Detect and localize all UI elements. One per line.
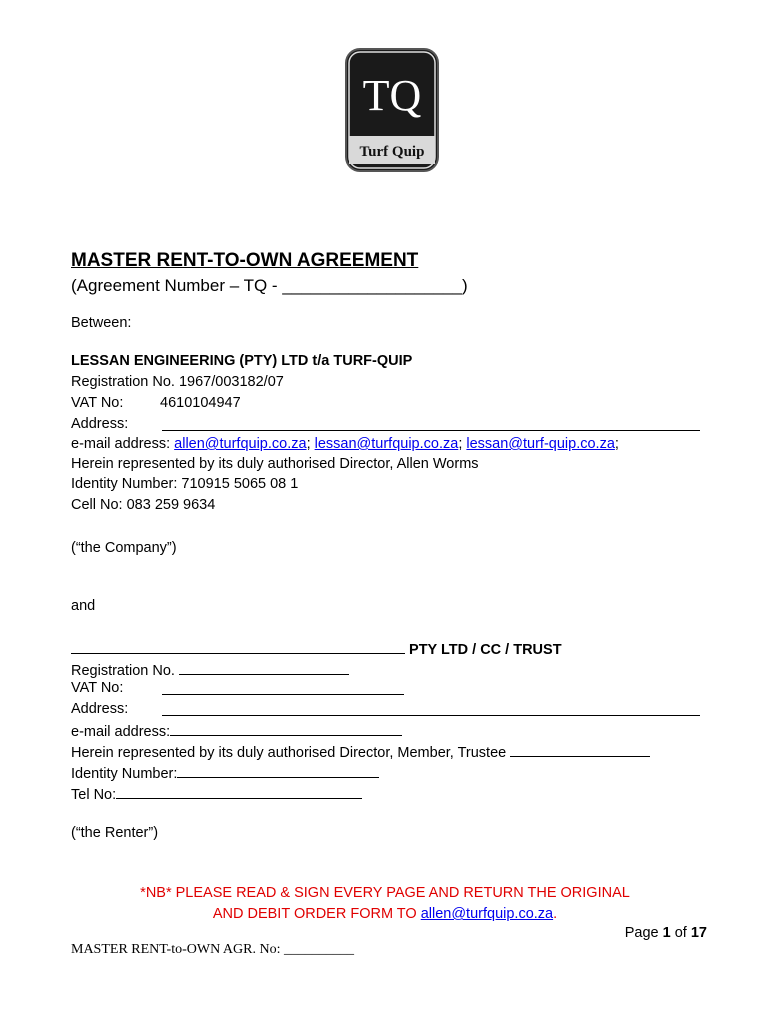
turf-quip-logo <box>345 48 439 172</box>
renter-identity-label: Identity Number: <box>71 766 178 782</box>
renter-identity-blank[interactable] <box>177 763 379 778</box>
company-represented: Herein represented by its duly authorised Director, Allen Worms <box>71 456 479 472</box>
page-current: 1 <box>662 925 671 941</box>
renter-registration-blank[interactable] <box>179 660 349 675</box>
and-label: and <box>71 598 96 614</box>
company-email-label: e-mail address: <box>71 436 171 452</box>
company-email-link-3[interactable]: lessan@turf-quip.co.za <box>466 436 615 452</box>
notice-email-link[interactable]: allen@turfquip.co.za <box>420 906 554 922</box>
page-total: 17 <box>690 925 707 941</box>
company-cell: Cell No: 083 259 9634 <box>71 497 216 513</box>
renter-representative-blank[interactable] <box>510 742 650 757</box>
company-vat-value: 4610104947 <box>160 395 241 411</box>
logo-letters: TQ <box>362 71 422 120</box>
renter-email-line <box>71 721 402 740</box>
logo-name: Turf Quip <box>359 144 425 160</box>
renter-entity-suffix: PTY LTD / CC / TRUST <box>405 642 562 658</box>
page-number: Page 1 of 17 <box>624 925 707 941</box>
company-email-link-1[interactable]: allen@turfquip.co.za <box>174 436 307 452</box>
company-identity: Identity Number: 710915 5065 08 1 <box>71 476 299 492</box>
company-address-blank[interactable] <box>162 416 700 435</box>
renter-address-blank[interactable] <box>162 701 700 720</box>
renter-email-label: e-mail address: <box>71 724 171 740</box>
company-address-label: Address: <box>71 416 129 432</box>
renter-tel-line <box>71 784 362 803</box>
notice-line-2: AND DEBIT ORDER FORM TO allen@turfquip.co.za. <box>212 906 558 922</box>
renter-vat-blank[interactable] <box>162 680 404 699</box>
agreement-title: MASTER RENT-TO-OWN AGREEMENT <box>71 250 419 271</box>
company-email-link-2[interactable]: lessan@turfquip.co.za <box>314 436 459 452</box>
renter-represented-line <box>71 742 650 761</box>
renter-registration-label: Registration No. <box>71 663 175 679</box>
renter-address-label: Address: <box>71 701 129 717</box>
footer-agreement-number: MASTER RENT-to-OWN AGR. No: __________ <box>71 942 354 957</box>
company-vat-label: VAT No: <box>71 395 124 411</box>
renter-tel-blank[interactable] <box>116 784 362 799</box>
renter-tel-label: Tel No: <box>71 787 117 803</box>
company-email-line: e-mail address: allen@turfquip.co.za; lessan@turfquip.co.za; lessan@turf-quip.co.za; <box>71 436 619 452</box>
notice-line-1: *NB* PLEASE READ & SIGN EVERY PAGE AND RETURN THE ORIGINAL <box>140 885 630 901</box>
company-registration: Registration No. 1967/003182/07 <box>71 374 284 390</box>
renter-alias: (“the Renter”) <box>71 825 159 841</box>
renter-email-blank[interactable] <box>170 721 402 736</box>
renter-vat-label: VAT No: <box>71 680 124 696</box>
renter-entity-blank[interactable] <box>71 639 405 654</box>
renter-entity-line <box>71 639 562 658</box>
renter-represented: Herein represented by its duly authorised Director, Member, Trustee <box>71 745 507 761</box>
company-name: LESSAN ENGINEERING (PTY) LTD t/a TURF-QUIP <box>71 353 413 369</box>
company-alias: (“the Company”) <box>71 540 177 556</box>
notice-prefix: AND DEBIT ORDER FORM TO <box>212 906 421 922</box>
renter-identity-line <box>71 763 379 782</box>
renter-registration-line <box>71 660 349 679</box>
agreement-number-line: (Agreement Number – TQ - ___________________) <box>71 276 468 295</box>
between-label: Between: <box>71 315 132 331</box>
